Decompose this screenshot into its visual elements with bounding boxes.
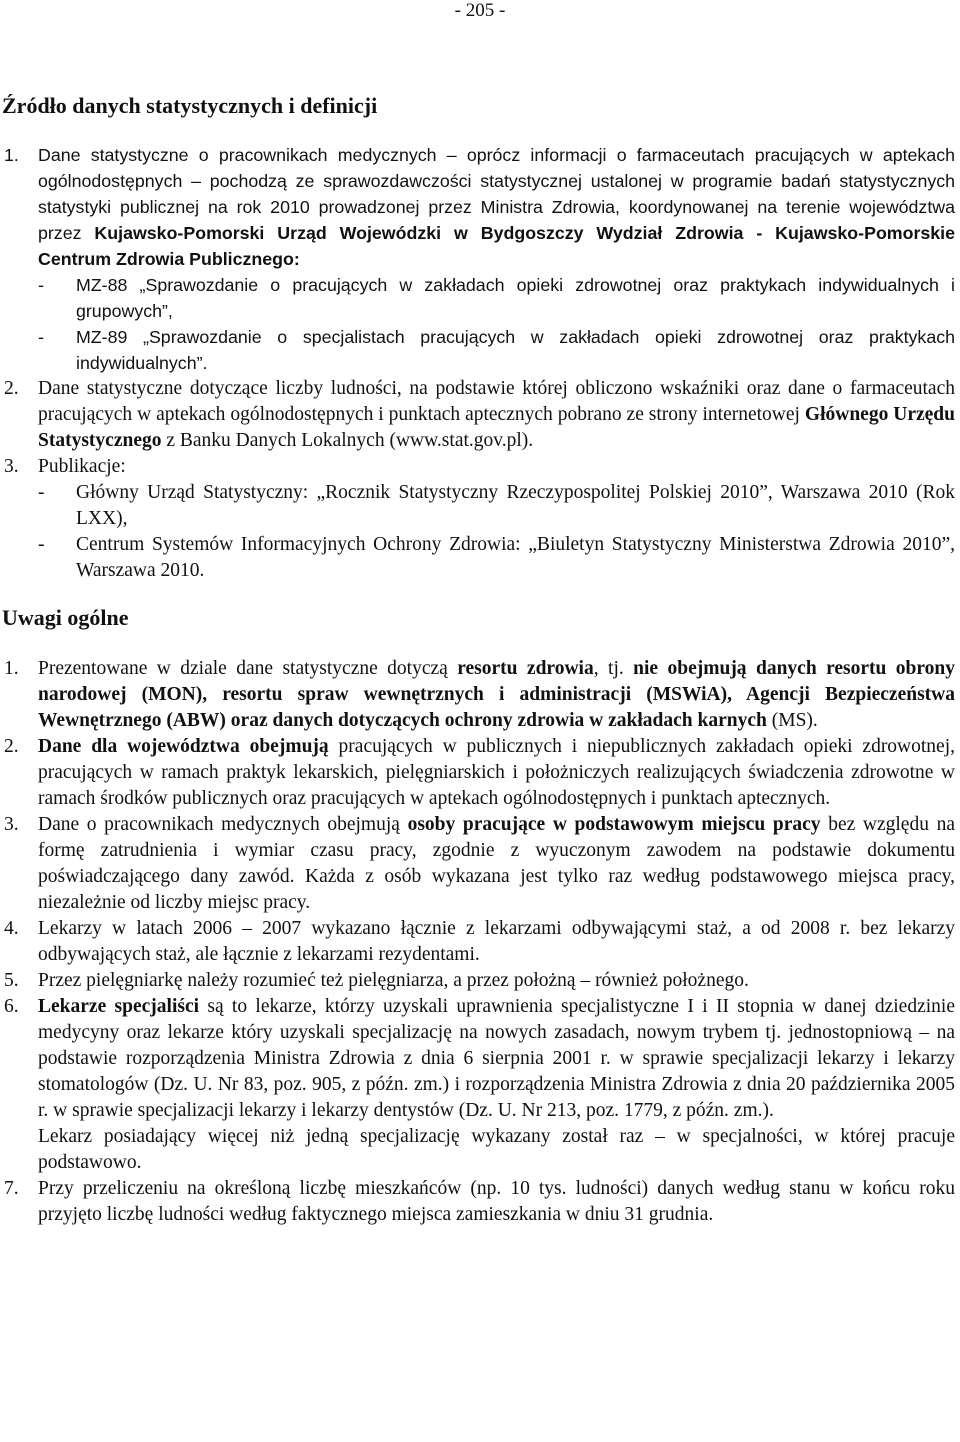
item-bold-text: Kujawsko-Pomorski Urząd Wojewódzki w Bydgoszczy Wydział Zdrowia - Kujawsko-Pomorskie Centrum Zdrowia Publicznego: xyxy=(38,223,956,269)
item-text: Dane statystyczne o pracownikach medycznych – oprócz informacji o farmaceutach pracujących w aptekach ogólnodostępnych – pochodzą ze sprawozdawczości statystycznej ustalonej w programie badań statystycznych statystyki publicznej na rok 2010 prowadzonej przez Ministra Zdrowia, koordynowanej na terenie województwa przez xyxy=(38,145,955,243)
item-bold-text: nie obejmują danych resortu obrony narodowej (MON), resortu spraw wewnętrznych i administracji (MSWiA), Agencji Bezpieczeństwa Wewnętrznego (ABW) oraz danych dotyczących ochrony zdrowia w zakładach karnych xyxy=(38,658,956,731)
section-heading-general-notes: Uwagi ogólne xyxy=(2,605,129,630)
item-number: 4. xyxy=(4,918,19,939)
item-bold-text: Dane dla województwa obejmują xyxy=(38,736,329,757)
list-item xyxy=(0,812,955,916)
item-text: z Banku Danych Lokalnych (www.stat.gov.pl). xyxy=(161,430,534,451)
sub-item-text: MZ-88 „Sprawozdanie o pracujących w zakładach opieki zdrowotnej oraz praktykach indywidualnych i grupowych”, xyxy=(76,275,955,321)
list-item xyxy=(0,916,955,968)
item-text: Dane o pracownikach medycznych obejmują xyxy=(38,814,408,835)
item-number: 6. xyxy=(4,996,19,1017)
list-item xyxy=(0,734,955,812)
list-item xyxy=(0,656,955,734)
item-number: 5. xyxy=(4,970,19,991)
item-text: , tj. xyxy=(593,658,634,679)
item-bold-text: osoby pracujące w podstawowym miejscu pracy xyxy=(407,814,821,835)
item-bold-text: resortu zdrowia xyxy=(457,658,594,679)
item-number: 2. xyxy=(4,736,19,757)
list-item xyxy=(0,994,955,1176)
item-text: Dane statystyczne dotyczące liczby ludności, na podstawie której obliczono wskaźniki oraz dane o farmaceutach pracujących w aptekach ogólnodostępnych i punktach aptecznych pobrano ze strony internetowej xyxy=(38,378,955,425)
list-item xyxy=(0,968,955,994)
item-text: Prezentowane w dziale dane statystyczne dotyczą xyxy=(38,658,458,679)
item-bold-text: Głównego Urzędu Statystycznego xyxy=(38,404,956,451)
list-item xyxy=(0,1176,955,1228)
document-body xyxy=(0,92,955,1228)
sub-item-text: MZ-89 „Sprawozdanie o specjalistach pracujących w zakładach opieki zdrowotnej oraz praktykach indywidualnych”. xyxy=(76,327,955,373)
sub-item: - Centrum Systemów Informacyjnych Ochrony Zdrowia: „Biuletyn Statystyczny Ministerstwa Zdrowia 2010”, Warszawa 2010. xyxy=(38,534,955,581)
sub-item-text: Centrum Systemów Informacyjnych Ochrony Zdrowia: „Biuletyn Statystyczny Ministerstwa Zdrowia 2010”, Warszawa 2010. xyxy=(76,534,955,581)
item-number: 1. xyxy=(4,658,19,679)
page-number: - 205 - xyxy=(454,0,506,21)
item-number: 2. xyxy=(4,378,19,399)
item-text: Przy przeliczeniu na określoną liczbę mieszkańców (np. 10 tys. ludności) danych według stanu w końcu roku przyjęto liczbę ludności według faktycznego miejsca zamieszkania w dniu 31 grudnia. xyxy=(38,1178,955,1225)
list-item xyxy=(0,142,955,376)
section-heading-sources: Źródło danych statystycznych i definicji xyxy=(2,93,378,118)
item-text: są to lekarze, którzy uzyskali uprawnienia specjalistyczne I i II stopnia w danej dziedzinie medycyny oraz lekarze który uzyskali specjalizację na nowych zasadach, nowym trybem tj. jednostopniową – na podstawie rozporządzenia Ministra Zdrowia z dnia 6 sierpnia 2001 r. w sprawie specjalizacji lekarzy i lekarzy stomatologów (Dz. U. Nr 83, poz. 905, z późn. zm.) i rozporządzenia Ministra Zdrowia z dnia 20 października 2005 r. w sprawie specjalizacji lekarzy i lekarzy dentystów (Dz. U. Nr 213, poz. 1779, z późn. zm.). xyxy=(38,996,955,1121)
item-paragraph xyxy=(38,994,955,1124)
item-text: bez względu na formę zatrudnienia i wymiar czasu pracy, zgodnie z wyuczonym zawodem na podstawie dokumentu poświadczającego dany zawód. Każda z osób wykazana jest tylko raz według podstawowego miejsca pracy, niezależnie od liczby miejsc pracy. xyxy=(38,814,956,913)
sources-list xyxy=(0,142,955,584)
item-number: 1. xyxy=(4,145,19,165)
list-item xyxy=(0,376,955,454)
sub-item: - MZ-88 „Sprawozdanie o pracujących w zakładach opieki zdrowotnej oraz praktykach indywidualnych i grupowych”, xyxy=(38,275,955,321)
item-number: 3. xyxy=(4,456,19,477)
item-text: (MS). xyxy=(766,710,818,731)
item-number: 7. xyxy=(4,1178,19,1199)
notes-list xyxy=(0,656,955,1228)
sub-item: - MZ-89 „Sprawozdanie o specjalistach pracujących w zakładach opieki zdrowotnej oraz praktykach indywidualnych”. xyxy=(38,327,955,373)
item-text: Publikacje: xyxy=(38,456,126,477)
item-text: pracujących w publicznych i niepublicznych zakładach opieki zdrowotnej, pracujących w ramach praktyk lekarskich, pielęgniarskich i położniczych realizujących świadczenia zdrowotne w ramach środków publicznych oraz pracujących w aptekach ogólnodostępnych i punktach aptecznych. xyxy=(38,736,956,809)
item-text: Lekarzy w latach 2006 – 2007 wykazano łącznie z lekarzami odbywającymi staż, a od 2008 r. bez lekarzy odbywających staż, ale łącznie z lekarzami rezydentami. xyxy=(38,918,955,965)
sub-item-text: Główny Urząd Statystyczny: „Rocznik Statystyczny Rzeczypospolitej Polskiej 2010”, Warszawa 2010 (Rok LXX), xyxy=(76,482,955,529)
item-text: Przez pielęgniarkę należy rozumieć też pielęgniarza, a przez położną – również położnego. xyxy=(38,970,749,991)
sub-item: - Główny Urząd Statystyczny: „Rocznik Statystyczny Rzeczypospolitej Polskiej 2010”, Warszawa 2010 (Rok LXX), xyxy=(38,482,955,529)
item-paragraph: Lekarz posiadający więcej niż jedną specjalizację wykazany został raz – w specjalności, w której pracuje podstawowo. xyxy=(38,1126,955,1173)
item-number: 3. xyxy=(4,814,19,835)
list-item xyxy=(0,454,955,584)
item-bold-text: Lekarze specjaliści xyxy=(38,996,200,1017)
